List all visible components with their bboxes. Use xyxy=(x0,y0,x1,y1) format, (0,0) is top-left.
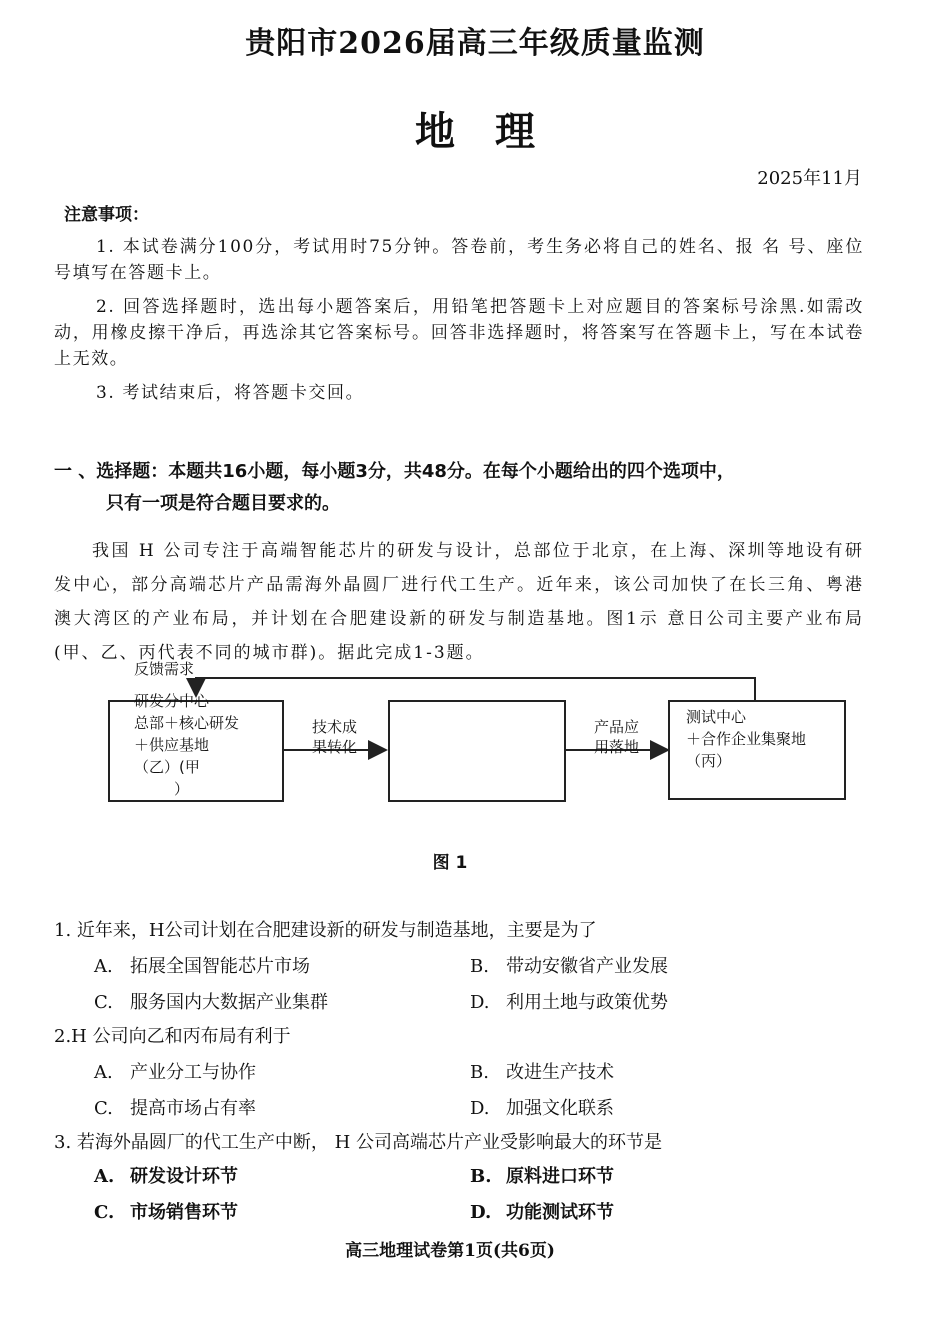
option-letter: A. xyxy=(94,1166,115,1187)
option-text: 改进生产技术 xyxy=(506,1062,614,1083)
left-box-line-1: 研发分中心 xyxy=(134,692,210,710)
option-letter: C. xyxy=(94,1098,113,1119)
question-1-stem: 1. 近年来，H公司计划在合肥建设新的研发与制造基地，主要是为了 xyxy=(54,920,597,941)
exam-date: 2025年11月 xyxy=(757,168,862,189)
option-letter: A. xyxy=(94,1062,113,1083)
page-footer: 高三地理试卷第1页(共6页) xyxy=(345,1241,555,1261)
option-letter: A. xyxy=(94,956,113,977)
transfer-label-1: 技术成 xyxy=(312,718,358,736)
option-letter: C. xyxy=(94,992,113,1013)
question-3-stem: 3. 若海外晶圆厂的代工生产中断， H 公司高端芯片产业受影响最大的环节是 xyxy=(54,1132,663,1153)
option-text: 原料进口环节 xyxy=(506,1166,614,1187)
application-label-1: 产品应 xyxy=(594,718,640,736)
feedback-label: 反馈需求 xyxy=(134,660,195,678)
question-3-option-b[interactable] xyxy=(470,1162,614,1188)
question-3-option-a[interactable] xyxy=(94,1162,238,1188)
option-letter: C. xyxy=(94,1202,115,1223)
section-heading xyxy=(54,456,874,520)
option-text: 市场销售环节 xyxy=(130,1202,238,1223)
left-box-line-4: （乙）(甲 xyxy=(134,758,200,776)
option-text: 利用土地与政策优势 xyxy=(506,992,668,1013)
question-3-option-c[interactable] xyxy=(94,1198,238,1224)
option-text: 提高市场占有率 xyxy=(130,1098,256,1119)
option-text: 功能测试环节 xyxy=(506,1202,614,1223)
question-2-option-b[interactable] xyxy=(470,1058,614,1084)
application-label-2: 用落地 xyxy=(594,738,640,756)
left-box-line-3: ＋供应基地 xyxy=(134,736,210,754)
question-1-option-a[interactable] xyxy=(94,952,310,978)
question-intro: 我国 H 公司专注于高端智能芯片的研发与设计，总部位于北京，在上海、深圳等地设有研发中心，部分高端芯片产品需海外晶圆厂进行代工生产。近年来，该公司加快了在长三角、粤港澳大湾区的产业布局，并计划在合肥建设新的研发与制造基地。图1示 意日公司主要产业布局(甲、乙、丙代表不同的城市群)。据此完成1-3题。 xyxy=(54,541,864,663)
middle-box xyxy=(388,700,566,802)
subject-title: 地理 xyxy=(415,108,575,155)
feedback-arrow xyxy=(196,678,755,700)
question-2-stem: 2.H 公司向乙和丙布局有利于 xyxy=(54,1026,291,1047)
option-text: 加强文化联系 xyxy=(506,1098,614,1119)
transfer-label-2: 果转化 xyxy=(312,738,358,756)
question-2-option-a[interactable] xyxy=(94,1058,256,1084)
notice-item-3: 3. 考试结束后，将答题卡交回。 xyxy=(96,383,365,403)
section-heading-line1: 一 、选择题：本题共16小题，每小题3分，共48分。在每个小题给出的四个选项中， xyxy=(54,461,735,482)
option-text: 产业分工与协作 xyxy=(130,1062,256,1083)
option-letter: D. xyxy=(470,1098,490,1119)
exam-title: 贵阳市2026届高三年级质量监测 xyxy=(245,26,705,61)
question-2-option-d[interactable] xyxy=(470,1094,614,1120)
notice-item-2: 2. 回答选择题时，选出每小题答案后，用铅笔把答题卡上对应题目的答案标号涂黑.如需改动，用橡皮擦干净后，再选涂其它答案标号。回答非选择题时，将答案写在答题卡上，写在本试卷上无效。 xyxy=(54,297,864,369)
question-1-option-d[interactable] xyxy=(470,988,668,1014)
option-letter: B. xyxy=(470,1166,492,1187)
option-text: 带动安徽省产业发展 xyxy=(506,956,668,977)
left-box-line-5: ） xyxy=(174,780,190,798)
figure-caption: 图 1 xyxy=(432,853,468,873)
question-2-option-c[interactable] xyxy=(94,1094,256,1120)
option-letter: D. xyxy=(470,1202,492,1223)
figure-1-diagram xyxy=(100,660,860,810)
question-1-option-b[interactable] xyxy=(470,952,668,978)
right-box-line-3: （丙） xyxy=(686,752,732,770)
option-letter: B. xyxy=(470,1062,489,1083)
question-1-option-c[interactable] xyxy=(94,988,328,1014)
right-box-line-2: ＋合作企业集聚地 xyxy=(686,730,807,748)
right-box-line-1: 测试中心 xyxy=(686,708,747,726)
left-box-line-2: 总部＋核心研发 xyxy=(134,714,240,732)
option-text: 服务国内大数据产业集群 xyxy=(130,992,328,1013)
option-letter: D. xyxy=(470,992,490,1013)
option-letter: B. xyxy=(470,956,489,977)
section-heading-line2: 只有一项是符合题目要求的。 xyxy=(106,493,340,514)
question-3-option-d[interactable] xyxy=(470,1198,614,1224)
option-text: 拓展全国智能芯片市场 xyxy=(130,956,310,977)
notice-item-1: 1. 本试卷满分100分，考试用时75分钟。答卷前，考生务必将自己的姓名、报 名 号、座位号填写在答题卡上。 xyxy=(54,237,864,283)
notice-heading: 注意事项： xyxy=(64,205,149,225)
option-text: 研发设计环节 xyxy=(130,1166,238,1187)
